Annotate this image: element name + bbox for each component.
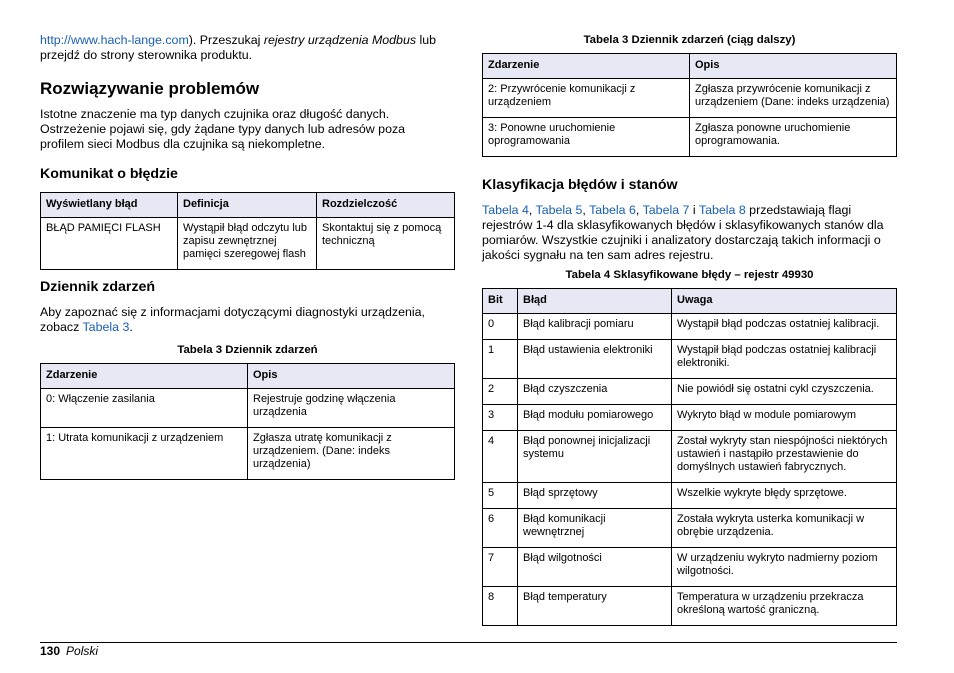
- table-cell: W urządzeniu wykryto nadmierny poziom wilgotności.: [672, 548, 897, 587]
- table-cell: Zgłasza ponowne uruchomienie oprogramowania.: [690, 118, 897, 157]
- table-row: [483, 79, 897, 118]
- table-row: [483, 340, 897, 379]
- table-cell: 2: [483, 379, 518, 405]
- table-cell: Rejestruje godzinę włączenia urządzenia: [248, 389, 455, 428]
- table-row: [483, 509, 897, 548]
- column-header: Definicja: [178, 193, 317, 218]
- table-cell: 3: Ponowne uruchomienie oprogramowania: [483, 118, 690, 157]
- tabela-link[interactable]: Tabela 8: [698, 203, 746, 217]
- table-cell: 1: Utrata komunikacji z urządzeniem: [41, 428, 248, 480]
- classification-text: Tabela 4, Tabela 5, Tabela 6, Tabela 7 i Tabela 8 przedstawiają flagi rejestrów 1-4 dla sklasyfikowanych błędów i sklasyfikowanych stanów dla pomiarów. Wszystkie czujniki i analizatory dostarczają takich informacji o jakości sygnału na ten sam adres rejestru.: [482, 203, 884, 262]
- table-cell: Błąd modułu pomiarowego: [518, 405, 672, 431]
- table-cell: 0: Włączenie zasilania: [41, 389, 248, 428]
- column-header: Rozdzielczość: [317, 193, 455, 218]
- table-row: [483, 405, 897, 431]
- table-cell: 5: [483, 483, 518, 509]
- table-cell: BŁĄD PAMIĘCI FLASH: [41, 218, 178, 270]
- table-row: [483, 431, 897, 483]
- table-cell: Błąd kalibracji pomiaru: [518, 314, 672, 340]
- table-cell: Błąd wilgotności: [518, 548, 672, 587]
- page-number: 130: [40, 644, 61, 658]
- table-cell: Błąd temperatury: [518, 587, 672, 626]
- table-row: [41, 218, 455, 270]
- column-header: Wyświetlany błąd: [41, 193, 178, 218]
- table-cell: Błąd sprzętowy: [518, 483, 672, 509]
- tabela-link[interactable]: Tabela 7: [642, 203, 690, 217]
- table-cell: Został wykryty stan niespójności niektórych ustawień i nastąpiło przestawienie do domyślnych ustawień fabrycznych.: [672, 431, 897, 483]
- column-header: Opis: [248, 364, 455, 389]
- column-header: Uwaga: [672, 289, 897, 314]
- classification-caption: Tabela 4 Sklasyfikowane błędy – rejestr 49930: [565, 269, 814, 281]
- page-footer: [40, 642, 897, 658]
- tabela-3-link[interactable]: Tabela 3: [82, 320, 130, 334]
- table-cell: Wszelkie wykryte błędy sprzętowe.: [672, 483, 897, 509]
- table-cell: Błąd ustawienia elektroniki: [518, 340, 672, 379]
- classification-heading: Klasyfikacja błędów i stanów: [482, 177, 678, 193]
- error-message-heading: Komunikat o błędzie: [40, 166, 178, 182]
- table-cell: 3: [483, 405, 518, 431]
- intro-paragraph: http://www.hach-lange.com). Przeszukaj rejestry urządzenia Modbus lub przejdź do strony sterownika produktu.: [40, 33, 437, 62]
- column-header: Zdarzenie: [483, 54, 690, 79]
- event-log-heading: Dziennik zdarzeń: [40, 279, 156, 295]
- error-message-table: [40, 192, 455, 270]
- column-header: Błąd: [518, 289, 672, 314]
- event-log-cont-table: [482, 53, 897, 157]
- table-cell: 0: [483, 314, 518, 340]
- table-cell: 6: [483, 509, 518, 548]
- tabela-link[interactable]: Tabela 5: [535, 203, 583, 217]
- table-cell: Nie powiódł się ostatni cykl czyszczenia.: [672, 379, 897, 405]
- table-cell: 2: Przywrócenie komunikacji z urządzeniem: [483, 79, 690, 118]
- column-header: Opis: [690, 54, 897, 79]
- event-log-caption: Tabela 3 Dziennik zdarzeń: [177, 344, 318, 356]
- column-header: Zdarzenie: [41, 364, 248, 389]
- table-row: [41, 428, 455, 480]
- table-row: [483, 314, 897, 340]
- troubleshooting-text: Istotne znaczenie ma typ danych czujnika oraz długość danych. Ostrzeżenie pojawi się, gdy żądane typy danych lub adresów poza profilem sieci Modbus dla czujnika są niekompletne.: [40, 107, 406, 151]
- table-cell: Wystąpił błąd odczytu lub zapisu zewnętrznej pamięci szeregowej flash: [178, 218, 317, 270]
- tabela-link[interactable]: Tabela 4: [482, 203, 529, 217]
- column-header: Bit: [483, 289, 518, 314]
- event-log-table: [40, 363, 455, 480]
- table-cell: Została wykryta usterka komunikacji w obrębie urządzenia.: [672, 509, 897, 548]
- event-log-text: Aby zapoznać się z informacjami dotyczącymi diagnostyki urządzenia, zobacz Tabela 3.: [40, 305, 425, 334]
- table-cell: 4: [483, 431, 518, 483]
- table-row: [483, 118, 897, 157]
- footer-language: Polski: [66, 644, 99, 658]
- table-cell: Wystąpił błąd podczas ostatniej kalibracji.: [672, 314, 897, 340]
- event-log-cont-caption: Tabela 3 Dziennik zdarzeń (ciąg dalszy): [583, 34, 796, 46]
- table-cell: 7: [483, 548, 518, 587]
- table-cell: Błąd czyszczenia: [518, 379, 672, 405]
- table-row: [483, 548, 897, 587]
- tabela-link[interactable]: Tabela 6: [589, 203, 636, 217]
- table-cell: Błąd ponownej inicjalizacji systemu: [518, 431, 672, 483]
- table-row: [483, 483, 897, 509]
- table-cell: 8: [483, 587, 518, 626]
- troubleshooting-heading: Rozwiązywanie problemów: [40, 79, 260, 98]
- table-cell: Temperatura w urządzeniu przekracza określoną wartość graniczną.: [672, 587, 897, 626]
- classified-errors-table: [482, 288, 897, 626]
- table-cell: Wykryto błąd w module pomiarowym: [672, 405, 897, 431]
- hach-lange-link[interactable]: http://www.hach-lange.com: [40, 33, 189, 47]
- table-cell: Zgłasza utratę komunikacji z urządzeniem. (Dane: indeks urządzenia): [248, 428, 455, 480]
- table-row: [41, 389, 455, 428]
- table-cell: Skontaktuj się z pomocą techniczną: [317, 218, 455, 270]
- table-row: [483, 587, 897, 626]
- table-cell: Wystąpił błąd podczas ostatniej kalibracji elektroniki.: [672, 340, 897, 379]
- table-cell: Błąd komunikacji wewnętrznej: [518, 509, 672, 548]
- table-cell: 1: [483, 340, 518, 379]
- table-cell: Zgłasza przywrócenie komunikacji z urządzeniem (Dane: indeks urządzenia): [690, 79, 897, 118]
- table-row: [483, 379, 897, 405]
